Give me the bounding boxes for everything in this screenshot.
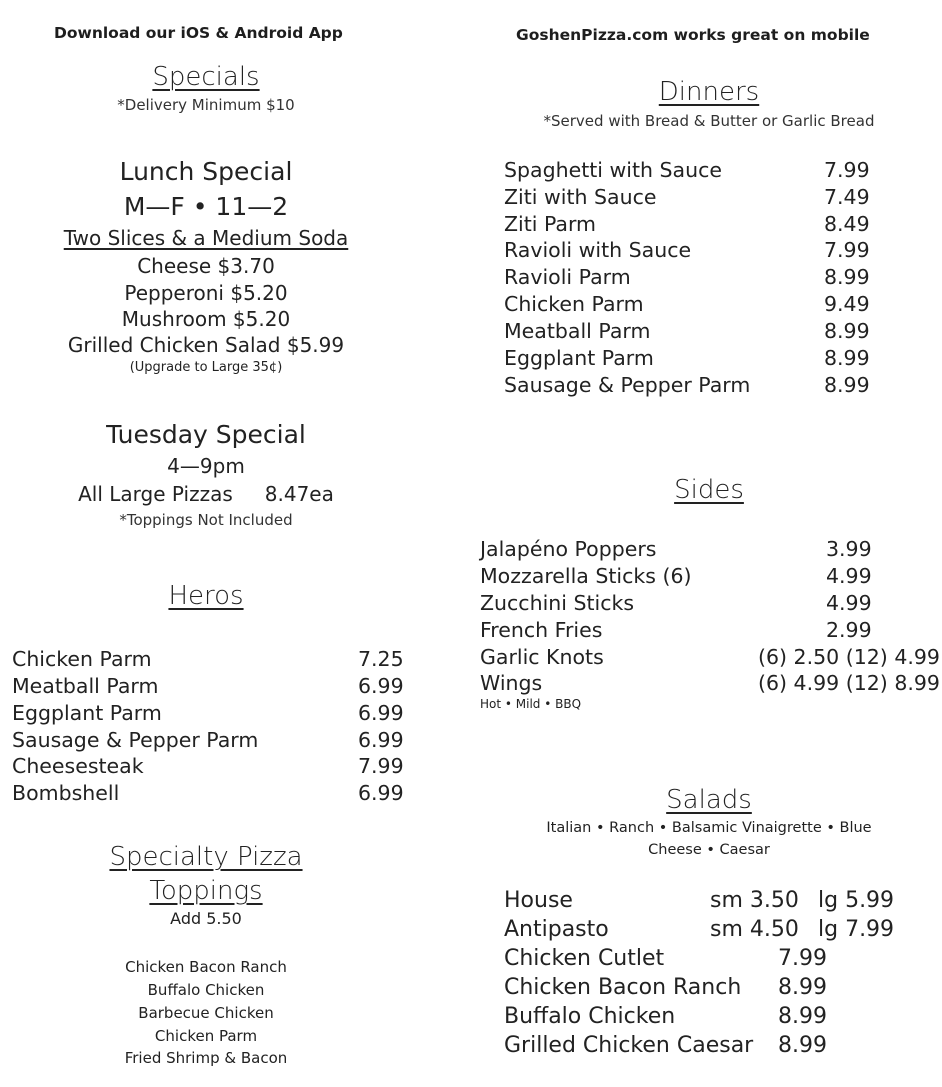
dinner-row (504, 238, 924, 262)
lunch-item: Pepperoni $5.20 (124, 281, 288, 305)
toppings-note: *Toppings Not Included (119, 511, 293, 529)
dinner-row (504, 265, 924, 289)
dinner-price: 8.99 (824, 346, 870, 370)
hero-name: Cheesesteak (12, 754, 144, 778)
dinners-heading: Dinners (658, 77, 760, 107)
salads-heading: Salads (666, 785, 752, 815)
hero-price: 6.99 (358, 781, 404, 805)
side-name: Jalapéno Poppers (480, 537, 657, 561)
side-name: Zucchini Sticks (480, 591, 635, 615)
salad-row (504, 975, 924, 1000)
tuesday-special-deal (0, 482, 412, 506)
salad-row (504, 917, 924, 942)
dinner-name: Chicken Parm (504, 292, 644, 316)
side-price: (6) 2.50 (12) 4.99 (758, 645, 940, 669)
side-price: 4.99 (826, 591, 872, 615)
specialty-item: Fried Shrimp & Bacon (124, 1049, 288, 1067)
dinner-row (504, 319, 924, 343)
dinner-price: 8.99 (824, 373, 870, 397)
hero-row (12, 701, 412, 725)
hero-name: Chicken Parm (12, 647, 152, 671)
salad-name: Grilled Chicken Caesar (504, 1033, 754, 1058)
hero-price: 7.25 (358, 647, 404, 671)
salad-row (504, 1033, 924, 1058)
lunch-special-hours: M—F • 11—2 (123, 192, 289, 221)
hero-row (12, 647, 412, 671)
side-row (480, 591, 940, 615)
dinner-name: Ziti with Sauce (504, 185, 657, 209)
dinner-name: Ravioli with Sauce (504, 238, 692, 262)
side-row (480, 618, 940, 642)
salad-price: 8.99 (778, 1033, 827, 1058)
tuesday-deal-price: 8.47ea (264, 482, 334, 506)
dinner-row (504, 212, 924, 236)
salad-large-price: lg 5.99 (818, 888, 895, 913)
hero-price: 6.99 (358, 674, 404, 698)
hero-name: Bombshell (12, 781, 120, 805)
salad-name: Buffalo Chicken (504, 1004, 676, 1029)
side-row (480, 564, 940, 588)
hero-price: 7.99 (358, 754, 404, 778)
salad-small-price: sm 4.50 (710, 917, 799, 942)
salad-large-price: lg 7.99 (818, 917, 895, 942)
dinner-price: 7.99 (824, 158, 870, 182)
dinner-name: Meatball Parm (504, 319, 651, 343)
left-column (0, 0, 412, 1087)
dinner-price: 8.99 (824, 265, 870, 289)
side-row (480, 671, 940, 695)
side-name: Garlic Knots (480, 645, 604, 669)
dinner-row (504, 292, 924, 316)
dinner-name: Eggplant Parm (504, 346, 654, 370)
hero-name: Sausage & Pepper Parm (12, 728, 259, 752)
side-name: Wings (480, 671, 543, 695)
dinner-name: Ravioli Parm (504, 265, 631, 289)
salad-name: Chicken Cutlet (504, 946, 665, 971)
specialty-item: Chicken Parm (154, 1027, 258, 1045)
salad-price: 7.99 (778, 946, 827, 971)
salad-row (504, 888, 924, 913)
lunch-special-deal: Two Slices & a Medium Soda (63, 226, 349, 250)
side-price: 2.99 (826, 618, 872, 642)
hero-price: 6.99 (358, 728, 404, 752)
salad-dressings-line2: Cheese • Caesar (648, 842, 770, 858)
hero-row (12, 728, 412, 752)
wing-flavors: Hot • Mild • BBQ (480, 697, 582, 711)
specialty-item: Buffalo Chicken (147, 981, 265, 999)
side-price: 3.99 (826, 537, 872, 561)
lunch-upgrade-note: (Upgrade to Large 35¢) (129, 360, 283, 375)
dinner-price: 8.99 (824, 319, 870, 343)
dinner-name: Sausage & Pepper Parm (504, 373, 751, 397)
hero-name: Eggplant Parm (12, 701, 162, 725)
heros-heading: Heros (168, 581, 244, 611)
sides-heading: Sides (674, 475, 744, 505)
tuesday-special-hours: 4—9pm (167, 454, 245, 478)
side-price: 4.99 (826, 564, 872, 588)
salad-row (504, 946, 924, 971)
side-name: Mozzarella Sticks (6) (480, 564, 692, 588)
lunch-item: Grilled Chicken Salad $5.99 (67, 333, 345, 357)
toppings-heading: Toppings (149, 876, 263, 906)
app-download-note: Download our iOS & Android App (54, 24, 343, 42)
hero-price: 6.99 (358, 701, 404, 725)
dinner-price: 7.49 (824, 185, 870, 209)
salad-price: 8.99 (778, 975, 827, 1000)
specialty-item: Chicken Bacon Ranch (125, 958, 287, 976)
hero-row (12, 674, 412, 698)
dinner-price: 9.49 (824, 292, 870, 316)
dinner-row (504, 346, 924, 370)
tuesday-special-title: Tuesday Special (106, 420, 306, 449)
mobile-site-note: GoshenPizza.com works great on mobile (516, 26, 870, 44)
lunch-item: Cheese $3.70 (137, 254, 275, 278)
delivery-minimum-note: *Delivery Minimum $10 (117, 96, 295, 114)
salad-row (504, 1004, 924, 1029)
salad-price: 8.99 (778, 1004, 827, 1029)
dinner-price: 7.99 (824, 238, 870, 262)
specialty-item: Barbecue Chicken (138, 1004, 274, 1022)
hero-row (12, 781, 412, 805)
dinner-name: Spaghetti with Sauce (504, 158, 722, 182)
salad-small-price: sm 3.50 (710, 888, 799, 913)
side-row (480, 537, 940, 561)
dinner-row (504, 158, 924, 182)
specialty-add-price: Add 5.50 (170, 909, 242, 928)
specialty-pizza-heading: Specialty Pizza (109, 842, 303, 872)
salad-dressings-line1: Italian • Ranch • Balsamic Vinaigrette • Blue (546, 820, 872, 836)
side-price: (6) 4.99 (12) 8.99 (758, 671, 940, 695)
hero-row (12, 754, 412, 778)
dinners-note: *Served with Bread & Butter or Garlic Bread (543, 112, 875, 130)
side-row (480, 645, 940, 669)
dinner-name: Ziti Parm (504, 212, 597, 236)
lunch-special-title: Lunch Special (119, 157, 293, 186)
salad-name: Chicken Bacon Ranch (504, 975, 742, 1000)
specials-heading: Specials (152, 62, 260, 92)
dinner-row (504, 373, 924, 397)
dinner-row (504, 185, 924, 209)
salad-name: Antipasto (504, 917, 609, 942)
side-name: French Fries (480, 618, 603, 642)
tuesday-deal-name: All Large Pizzas (78, 482, 233, 506)
dinner-price: 8.49 (824, 212, 870, 236)
right-column (476, 0, 942, 1087)
hero-name: Meatball Parm (12, 674, 159, 698)
salad-name: House (504, 888, 573, 913)
lunch-item: Mushroom $5.20 (121, 307, 291, 331)
